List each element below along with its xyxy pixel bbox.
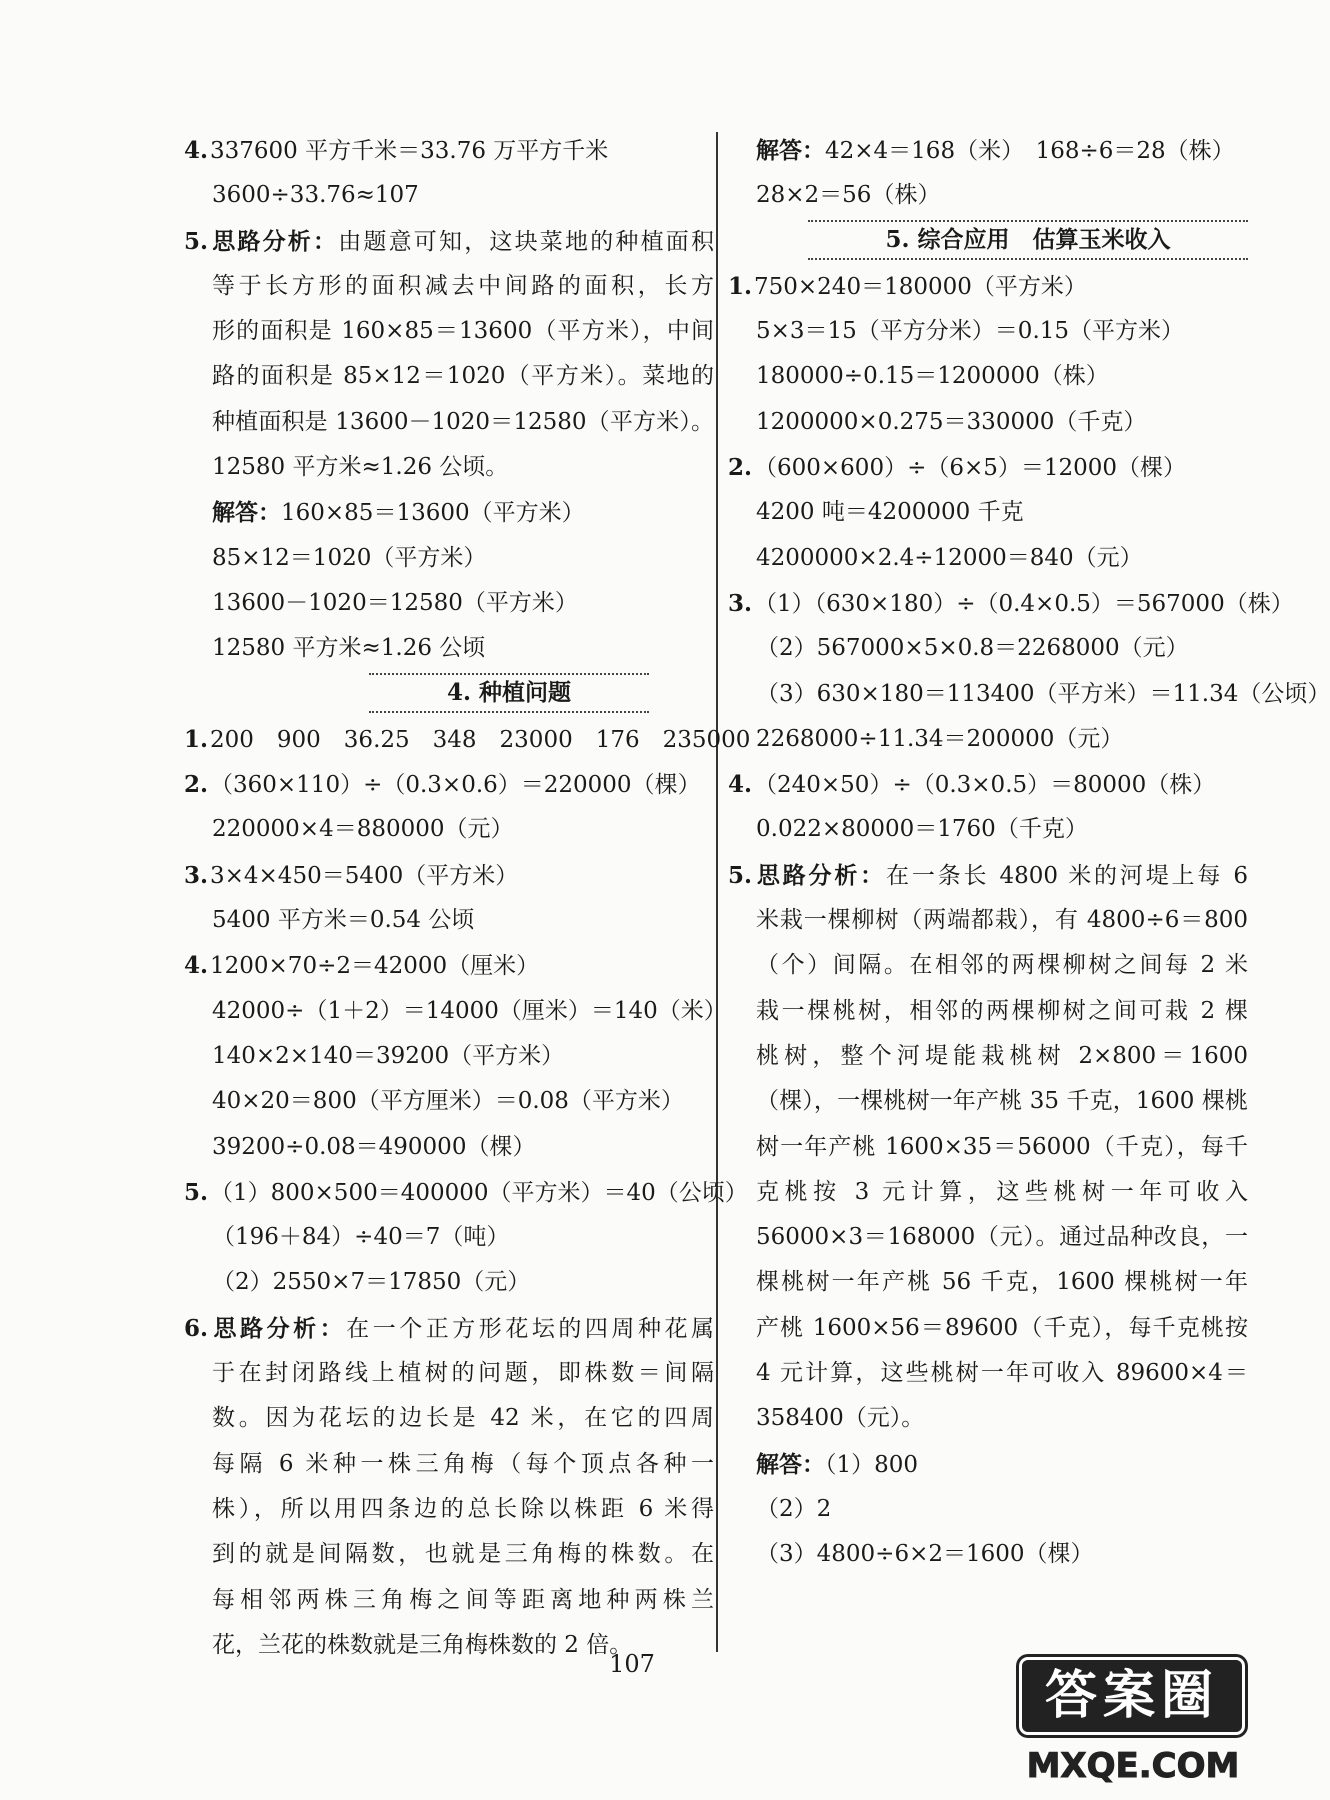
analysis-line (184, 1306, 714, 1351)
analysis-text: 在一个正方形花坛的四周种花属 (346, 1315, 715, 1342)
question-number: 5. (184, 1178, 209, 1206)
watermark-url: MXQE.COM (1026, 1746, 1240, 1786)
left-column (184, 128, 751, 1668)
answer-line: 28×2＝56（株） (756, 182, 941, 209)
question-number: 3. (728, 589, 753, 617)
answer-text: （360×110）÷（0.3×0.6）＝220000（棵） (210, 772, 701, 799)
question-number: 5. (184, 227, 209, 255)
question-number: 1. (728, 272, 753, 300)
answer-line (184, 762, 714, 807)
right-column (728, 128, 1330, 1578)
answer-line: （3）630×180＝113400（平方米）＝11.34（公顷） (756, 680, 1330, 707)
analysis-line (728, 853, 1248, 898)
answer-label: 解答： (756, 1450, 825, 1478)
question-number: 2. (184, 771, 209, 799)
answer-text: （240×50）÷（0.3×0.5）＝80000（株） (754, 772, 1216, 799)
question-number: 2. (728, 454, 753, 482)
question-number: 5. (728, 861, 753, 889)
answer-text: （600×600）÷（6×5）＝12000（棵） (754, 455, 1187, 482)
analysis-line: 克桃按 3 元计算，这些桃树一年可收入 (756, 1178, 1248, 1205)
analysis-line: 每隔 6 米种一株三角梅（每个顶点各种一 (212, 1450, 714, 1477)
analysis-line: 树一年产桃 1600×35＝56000（千克），每千 (756, 1133, 1248, 1160)
answer-line (184, 490, 714, 535)
answer-label: 解答： (756, 137, 825, 164)
answer-line (184, 1170, 748, 1215)
answer-line (728, 128, 1248, 173)
analysis-label: 思路分析： (210, 1314, 347, 1342)
answer-text: （1）（630×180）÷（0.4×0.5）＝567000（株） (754, 590, 1294, 617)
answer-line: 180000÷0.15＝1200000（株） (756, 363, 1109, 390)
answer-line: 140×2×140＝39200（平方米） (212, 1042, 565, 1069)
answer-line: 13600－1020＝12580（平方米） (212, 589, 578, 616)
section-heading (728, 219, 1248, 264)
analysis-line: 56000×3＝168000（元）。通过品种改良，一 (756, 1224, 1248, 1251)
answer-line (728, 445, 1248, 490)
watermark-title: 答案圈 (1022, 1660, 1242, 1732)
question-number: 3. (184, 861, 209, 889)
analysis-line: （个）间隔。在相邻的两棵柳树之间每 2 米 (756, 952, 1248, 979)
analysis-line: 12580 平方米≈1.26 公顷。 (212, 454, 509, 481)
answer-line: （3）4800÷6×2＝1600（棵） (756, 1541, 1094, 1568)
answer-label: 解答： (212, 499, 281, 527)
question-number: 4. (728, 771, 753, 799)
answer-text: 200 900 36.25 348 23000 176 235000 (210, 726, 751, 753)
answer-line (184, 128, 714, 173)
watermark-logo (1018, 1660, 1248, 1790)
answer-line: （2）567000×5×0.8＝2268000（元） (756, 635, 1189, 662)
analysis-line: （棵），一棵桃树一年产桃 35 千克，1600 棵桃 (756, 1088, 1248, 1115)
answer-text: 1200×70÷2＝42000（厘米） (210, 953, 540, 980)
analysis-line (184, 219, 714, 264)
answer-line: 3600÷33.76≈107 (212, 182, 419, 209)
analysis-line: 等于长方形的面积减去中间路的面积，长方 (212, 272, 714, 299)
analysis-label: 思路分析： (210, 227, 339, 255)
analysis-text: 由题意可知，这块菜地的种植面积 (338, 228, 715, 255)
answer-text: 42×4＝168（米） 168÷6＝28（株） (825, 138, 1235, 164)
answer-line (728, 581, 1294, 626)
answer-line: 12580 平方米≈1.26 公顷 (212, 635, 486, 662)
answer-line: （196＋84）÷40＝7（吨） (212, 1224, 510, 1251)
answer-line: 85×12＝1020（平方米） (212, 544, 487, 571)
answer-line: （2）2 (756, 1495, 832, 1522)
analysis-line: 棵桃树一年产桃 56 千克，1600 棵桃树一年 (756, 1269, 1248, 1296)
analysis-line: 于在封闭路线上植树的问题，即株数＝间隔 (212, 1360, 714, 1387)
analysis-line: 花，兰花的株数就是三角梅株数的 2 倍。 (212, 1631, 633, 1658)
question-number: 4. (184, 137, 209, 164)
question-number: 6. (184, 1314, 209, 1342)
analysis-text: 在一条长 4800 米的河堤上每 6 (886, 862, 1249, 889)
answer-text: 750×240＝180000（平方米） (754, 273, 1087, 300)
answer-line (728, 264, 1248, 309)
section-title: 4. 种植问题 (369, 673, 649, 713)
column-divider (716, 132, 718, 1652)
answer-line: 5400 平方米＝0.54 公顷 (212, 907, 475, 934)
answer-text: 337600 平方千米＝33.76 万平方千米 (210, 138, 609, 164)
analysis-line: 株），所以用四条边的总长除以株距 6 米得 (212, 1495, 714, 1522)
answer-line: 4200 吨＝4200000 千克 (756, 499, 1024, 526)
analysis-line: 米栽一棵柳树（两端都栽），有 4800÷6＝800 (756, 907, 1248, 934)
analysis-line: 产桃 1600×56＝89600（千克），每千克桃按 (756, 1314, 1248, 1341)
answer-line: 40×20＝800（平方厘米）＝0.08（平方米） (212, 1088, 684, 1115)
section-heading (184, 672, 714, 717)
answer-line: 39200÷0.08＝490000（棵） (212, 1133, 536, 1160)
analysis-line: 每相邻两株三角梅之间等距离地种两株兰 (212, 1586, 714, 1613)
answer-text: （1）800×500＝400000（平方米）＝40（公顷） (210, 1179, 748, 1206)
analysis-line: 4 元计算，这些桃树一年可收入 89600×4＝ (756, 1360, 1248, 1387)
answer-line: 1200000×0.275＝330000（千克） (756, 408, 1147, 435)
answer-line (184, 853, 714, 898)
analysis-line: 路的面积是 85×12＝1020（平方米）。菜地的 (212, 363, 714, 390)
analysis-label: 思路分析： (754, 861, 887, 889)
answer-text: （1）800 (825, 1451, 919, 1478)
analysis-line: 桃树，整个河堤能栽桃树 2×800＝1600 (756, 1042, 1248, 1069)
answer-text: 160×85＝13600（平方米） (281, 500, 585, 527)
answer-line: 42000÷（1＋2）＝14000（厘米）＝140（米） (212, 997, 727, 1024)
answer-line (728, 762, 1248, 807)
section-title: 5. 综合应用 估算玉米收入 (808, 220, 1248, 260)
answer-line: 4200000×2.4÷12000＝840（元） (756, 544, 1143, 571)
analysis-line: 形的面积是 160×85＝13600（平方米），中间 (212, 318, 714, 345)
page-number: 107 (609, 1650, 655, 1678)
answer-line: 2268000÷11.34＝200000（元） (756, 725, 1124, 752)
answer-text: 3×4×450＝5400（平方米） (210, 862, 519, 889)
analysis-line: 种植面积是 13600－1020＝12580（平方米）。 (212, 408, 714, 435)
answer-line (728, 1442, 1248, 1487)
question-number: 1. (184, 725, 209, 753)
answer-line: 5×3＝15（平方分米）＝0.15（平方米） (756, 318, 1185, 345)
analysis-line: 数。因为花坛的边长是 42 米，在它的四周 (212, 1405, 714, 1432)
analysis-line: 358400（元）。 (756, 1405, 925, 1432)
question-number: 4. (184, 952, 209, 980)
answer-line: 0.022×80000＝1760（千克） (756, 816, 1088, 843)
analysis-line: 栽一棵桃树，相邻的两棵柳树之间可栽 2 棵 (756, 997, 1248, 1024)
answer-line: （2）2550×7＝17850（元） (212, 1269, 531, 1296)
answer-line (184, 717, 751, 762)
analysis-line: 到的就是间隔数，也就是三角梅的株数。在 (212, 1541, 714, 1568)
answer-line (184, 943, 714, 988)
answer-line: 220000×4＝880000（元） (212, 816, 514, 843)
